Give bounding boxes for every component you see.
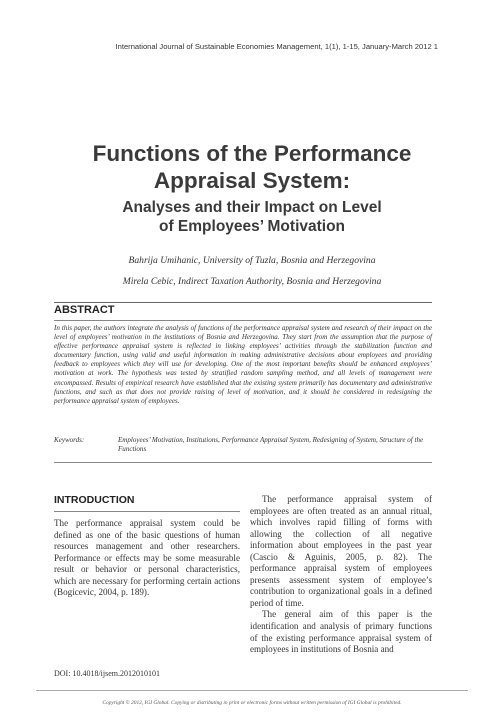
title-block (40, 140, 464, 236)
introduction-paragraph-1: The performance appraisal system could be defined as one of the basic questions of human resources management and other researchers. Performance or effects may be some measurable result or behavior or personal characteristics, which are necessary for performing certain actions (Bogicevic, 2004, p. 189). (54, 518, 240, 598)
author-1: Bahrija Umihanic, University of Tuzla, Bosnia and Herzegovina (128, 255, 376, 266)
right-column (250, 494, 432, 656)
author-2: Mirela Cebic, Indirect Taxation Authority, Bosnia and Herzegovina (122, 276, 382, 287)
paper-subtitle (40, 198, 464, 236)
keywords-label: Keywords: (54, 436, 85, 444)
abstract-bottom-rule (54, 462, 432, 463)
paper-title-line-1: Functions of the Performance (92, 141, 412, 166)
copyright-notice: Copyright © 2012, IGI Global. Copying or distributing in print or electronic forms without written permission of IGI Global is prohibited. (102, 700, 402, 706)
abstract-top-rule (54, 302, 432, 303)
abstract-heading-rule (54, 320, 432, 321)
doi: DOI: 10.4018/ijsem.2012010101 (54, 669, 160, 678)
keywords (54, 436, 432, 454)
paper-title (40, 140, 464, 194)
running-header: International Journal of Sustainable Economies Management, 1(1), 1-15, January-March 2012 1 (115, 42, 438, 51)
left-column (54, 494, 240, 599)
keywords-list: Employees’ Motivation, Institutions, Performance Appraisal System, Redesigning of System, Structure of the Functions (118, 436, 424, 454)
paper-title-line-2: Appraisal System: (153, 168, 351, 193)
paper-subtitle-line-1: Analyses and their Impact on Level (122, 199, 382, 216)
abstract-text: In this paper, the authors integrate the analysis of functions of the performance appraisal system and research of their impact on the level of employees’ motivation in the institutions of Bosnia and Herzegovina. They start from the assumption that the purpose of effective performance appraisal system is reflected in linking employees’ activities through the stabilization function and documentary function, using valid and useful information in making administrative decisions about employees and providing feedback to employees which they will use for developing. One of the most important benefits should be enhanced employees’ motivation at work. The hypothesis was tested by stratified random sampling method, and all levels of management were encompassed. Results of empirical research have established that the existing system primarily has documentary and administrative functions, and such as that does not provide raising of level of motivation, and it should be considered in redesigning the performance appraisal system of employees. (54, 324, 432, 405)
author-list (40, 254, 464, 296)
introduction-heading: INTRODUCTION (54, 494, 135, 506)
abstract-heading: ABSTRACT (54, 304, 115, 316)
introduction-heading-rule (54, 511, 240, 512)
introduction-paragraph-3: The general aim of this paper is the identification and analysis of primary functions of the existing performance appraisal system of employees in institutions of Bosnia and (250, 609, 432, 655)
introduction-paragraph-2: The performance appraisal system of employees are often treated as an annual ritual, which involves rapid filling of forms with allowing the collection of all negative information about employees in the past year (Cascio & Aguinis, 2005, p. 82). The performance appraisal system of employees presents assessment system of employee’s contribution to organizational goals in a defined period of time. (250, 494, 432, 608)
footer-rule (36, 690, 468, 691)
paper-subtitle-line-2: of Employees’ Motivation (158, 218, 346, 235)
